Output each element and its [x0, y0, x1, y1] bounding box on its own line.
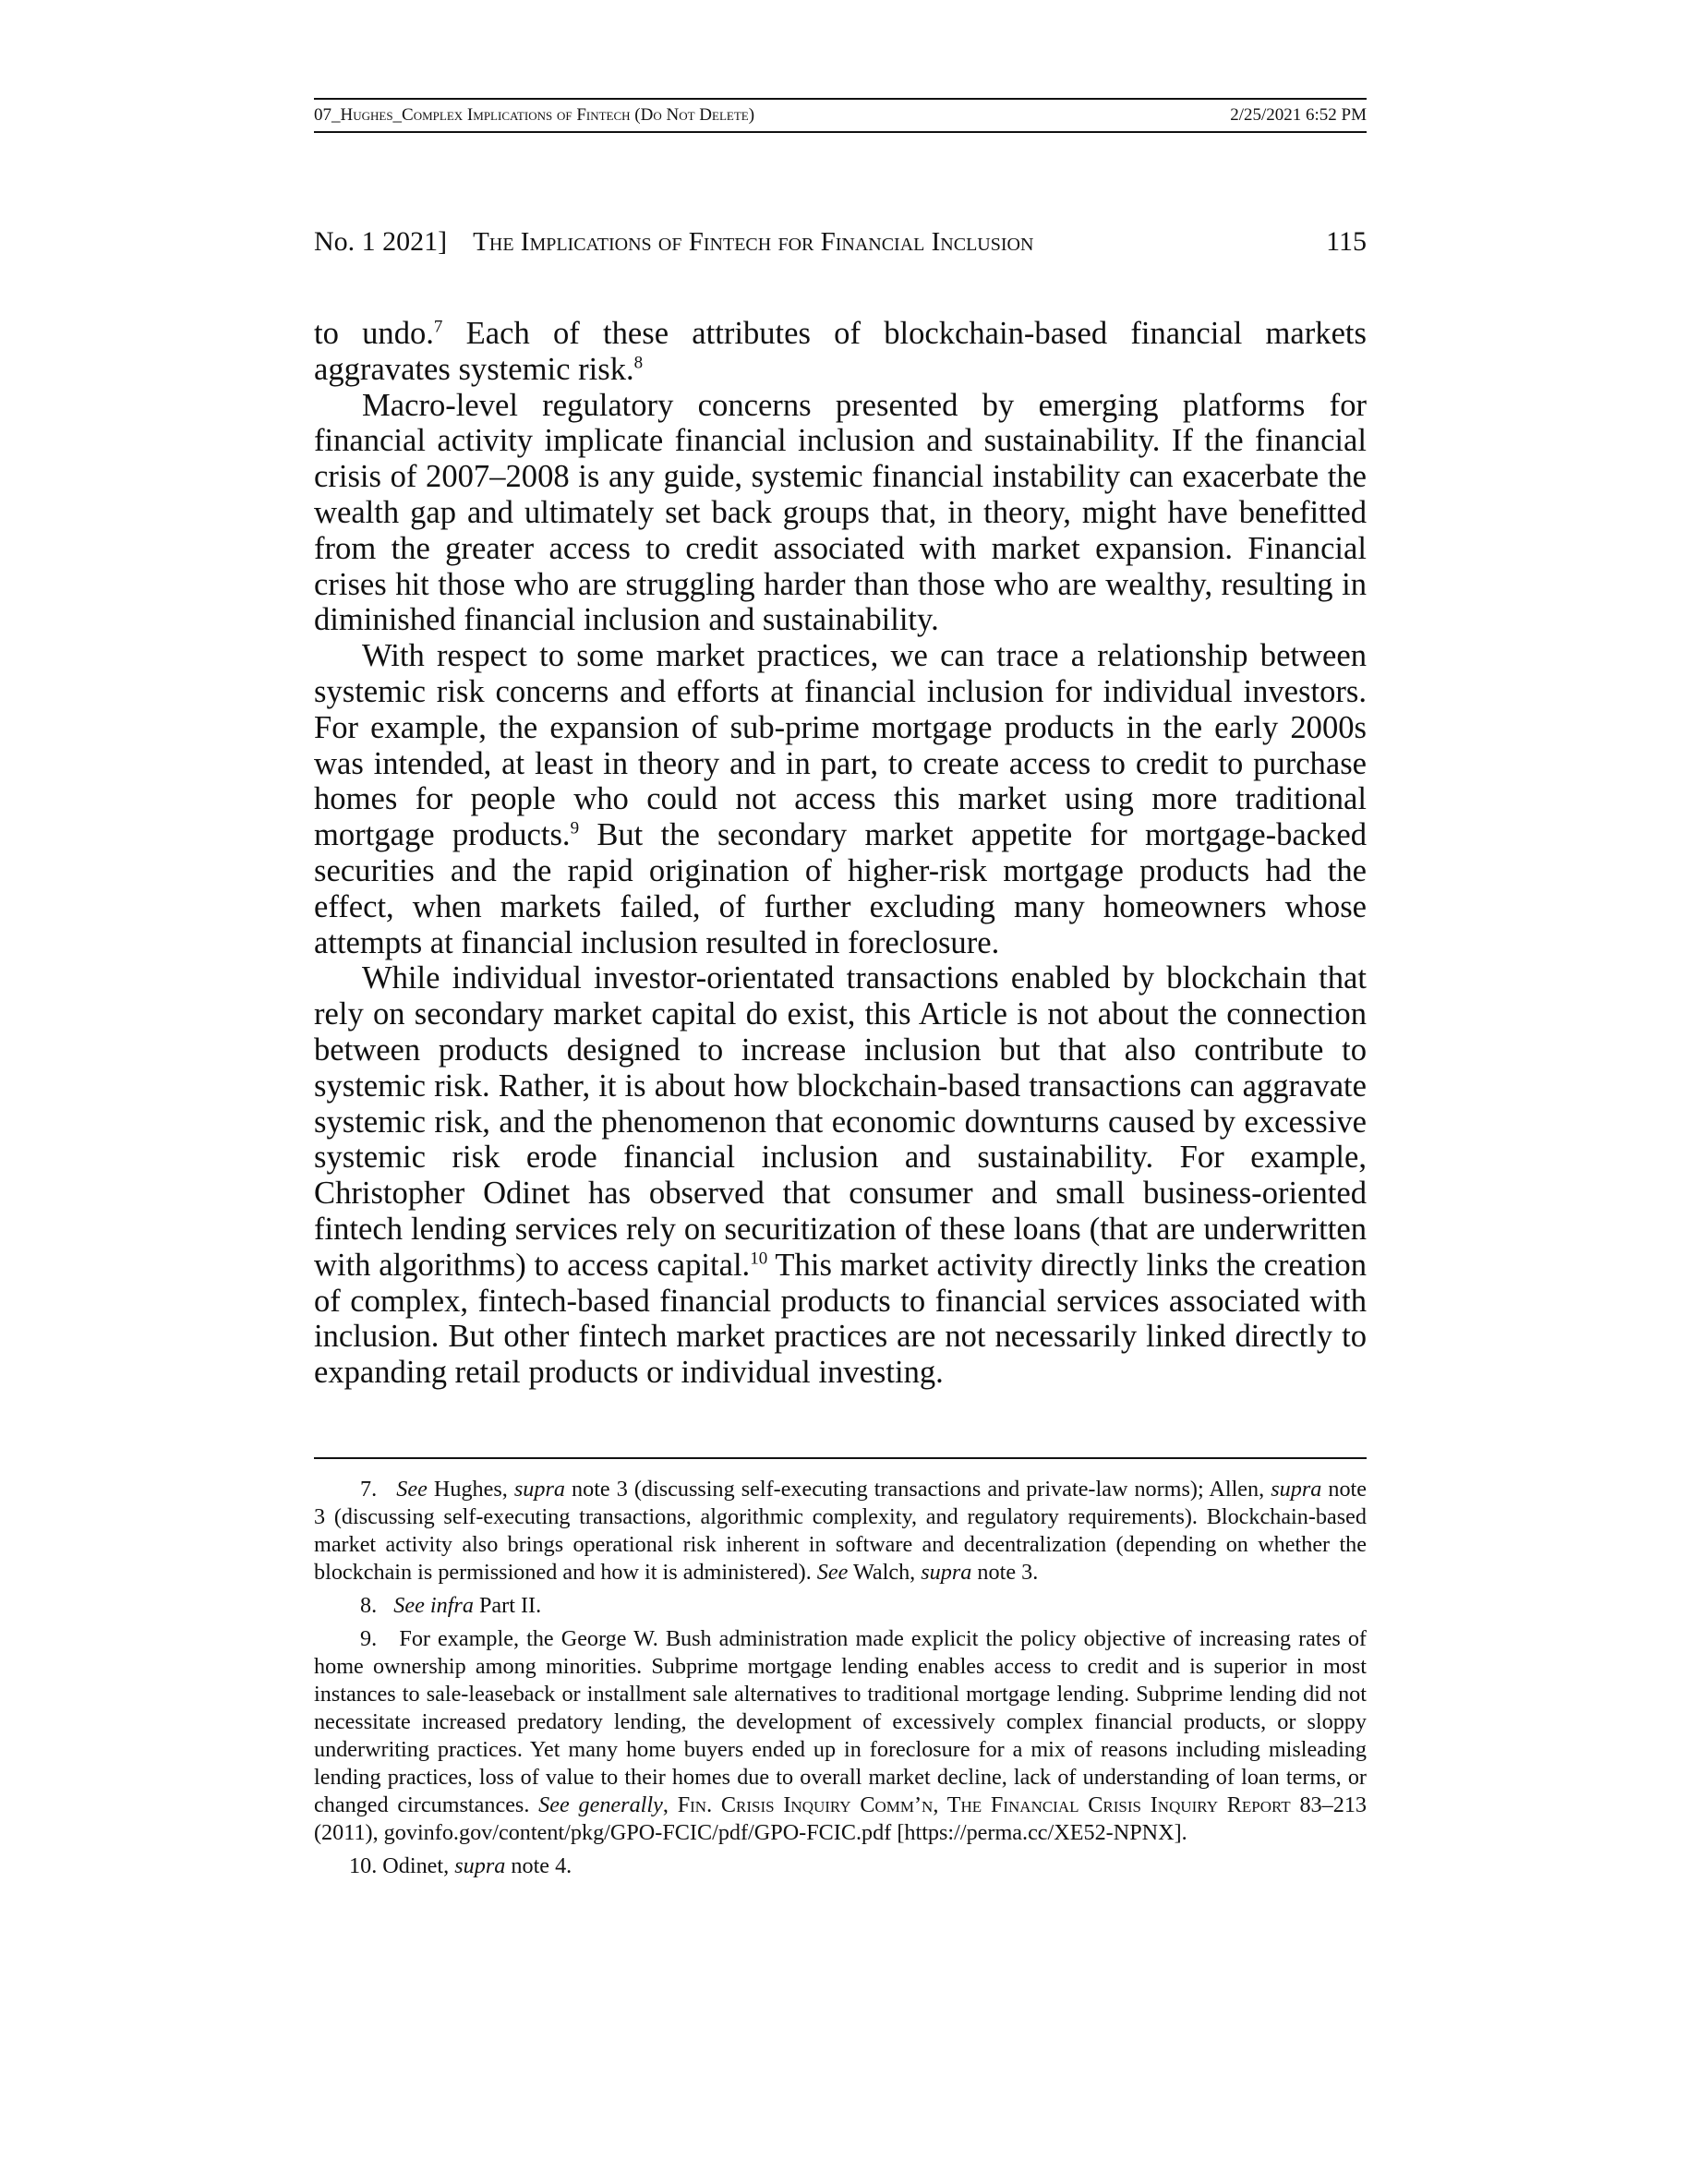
- footnote-ref-7: 7: [433, 317, 443, 337]
- footnote-8: [314, 1592, 1367, 1620]
- paragraph-2: Macro-level regulatory concerns presented by emerging platforms for financial activity implicate financial inclusion and sustainability. If the financial crisis of 2007–2008 is any guide, systemic financial instability can exacerbate the wealth gap and ultimately set back groups that, in theory, might have benefitted from the greater access to credit associated with market expansion. Financial crises hit those who are struggling harder than those who are wealthy, resulting in diminished financial inclusion and sustainability.: [314, 387, 1367, 638]
- footnote-9-number: 9.: [360, 1626, 378, 1651]
- file-header: [314, 98, 1367, 133]
- fn9-text: For example, the George W. Bush administration made explicit the policy objective of increasing rates of home ownership among minorities. Subprime mortgage lending enables access to credit and is superior in most instances to sale-leaseback or installment sale alternatives to traditional mortgage lending. Subprime lending did not necessitate increased predatory lending, the development of excessively complex financial products, or sloppy underwriting practices. Yet many home buyers ended up in foreclosure for a mix of reasons including misleading lending practices, loss of value to their homes due to overall market decline, lack of understanding of loan terms, or changed circumstances.: [314, 1626, 1367, 1817]
- footnote-10: [314, 1852, 1367, 1880]
- file-header-name: 07_Hughes_Complex Implications of Fintech (Do Not Delete): [314, 105, 755, 125]
- fn9-text: ,: [662, 1792, 678, 1817]
- running-head: [314, 226, 1367, 258]
- signal-see: See: [396, 1477, 428, 1502]
- footnote-ref-8: 8: [633, 353, 644, 373]
- fn7-text: note 3.: [971, 1560, 1039, 1585]
- fn8-text: Part II.: [473, 1593, 542, 1618]
- signal-supra: supra: [454, 1853, 506, 1878]
- article-title: The Implications of Fintech for Financial Inclusion: [473, 227, 1034, 257]
- p1-text-a: to undo.: [314, 316, 434, 351]
- fn10-text: Odinet,: [377, 1853, 455, 1878]
- footnote-7-number: 7.: [360, 1477, 378, 1502]
- fn9-source-title: Fin. Crisis Inquiry Comm’n, The Financial Crisis Inquiry Report: [677, 1792, 1291, 1817]
- footnote-divider: [314, 1457, 1367, 1459]
- fn7-text: note 3 (discussing self-executing transactions, algorithmic complexity, and regulatory requirements). Blockchain-based market activity also brings operational risk inherent in software and decentralization (depending on whether the blockchain is permissioned and how it is administered).: [314, 1477, 1368, 1585]
- p4-text-b: This market activity directly links the creation of complex, fintech-based financial products to financial services associated with inclusion. But other fintech market practices are not necessarily linked directly to expanding retail products or individual investing.: [314, 1247, 1368, 1391]
- fn10-text: note 4.: [505, 1853, 572, 1878]
- fn7-text: Hughes,: [427, 1477, 514, 1502]
- paragraph-1: [314, 316, 1367, 388]
- fn7-text: note 3 (discussing self-executing transactions and private-law norms); Allen,: [564, 1477, 1271, 1502]
- signal-see-generally: See generally: [538, 1792, 663, 1817]
- footnote-9: [314, 1625, 1367, 1847]
- footnote-10-number: 10.: [349, 1853, 378, 1878]
- p4-text-a: While individual investor-orientated transactions enabled by blockchain that rely on secondary market capital do exist, this Article is not about the connection between products designed to increase inclusion but that also contribute to systemic risk. Rather, it is about how blockchain-based transactions can aggravate systemic risk, and the phenomenon that economic downturns caused by excessive systemic risk erode financial inclusion and sustainability. For example, Christopher Odinet has observed that consumer and small business-oriented fintech lending services rely on securitization of these loans (that are underwritten with algorithms) to access capital.: [314, 960, 1367, 1283]
- paragraph-4: [314, 960, 1367, 1391]
- signal-supra: supra: [921, 1560, 972, 1585]
- footnote-ref-10: 10: [750, 1249, 768, 1269]
- footnote-ref-9: 9: [570, 818, 580, 839]
- footnotes: [314, 1476, 1367, 1886]
- footnote-8-number: 8.: [360, 1593, 378, 1618]
- body-text: [314, 316, 1367, 1391]
- signal-supra: supra: [1271, 1477, 1322, 1502]
- signal-supra: supra: [513, 1477, 565, 1502]
- signal-see-infra: See infra: [393, 1593, 474, 1618]
- footnote-7: [314, 1476, 1367, 1587]
- page-number: 115: [1326, 226, 1367, 257]
- file-header-timestamp: 2/25/2021 6:52 PM: [1230, 105, 1367, 125]
- fn7-text: Walch,: [848, 1560, 922, 1585]
- p1-text-b: Each of these attributes of blockchain-based financial markets aggravates systemic risk.: [314, 316, 1367, 387]
- fn9-text: 83–213 (2011), govinfo.gov/content/pkg/GPO-FCIC/pdf/GPO-FCIC.pdf [https://perma.cc/XE52-NPNX].: [314, 1792, 1368, 1845]
- paragraph-3: [314, 638, 1367, 960]
- issue-label: No. 1 2021]: [314, 226, 448, 257]
- p3-text-b: But the secondary market appetite for mortgage-backed securities and the rapid origination of higher-risk mortgage products had the effect, when markets failed, of further excluding many homeowners whose attempts at financial inclusion resulted in foreclosure.: [314, 817, 1367, 960]
- p3-text-a: With respect to some market practices, we can trace a relationship between systemic risk concerns and efforts at financial inclusion for individual investors. For example, the expansion of sub-prime mortgage products in the early 2000s was intended, at least in theory and in part, to create access to credit to purchase homes for people who could not access this market using more traditional mortgage products.: [314, 638, 1367, 853]
- signal-see: See: [816, 1560, 849, 1585]
